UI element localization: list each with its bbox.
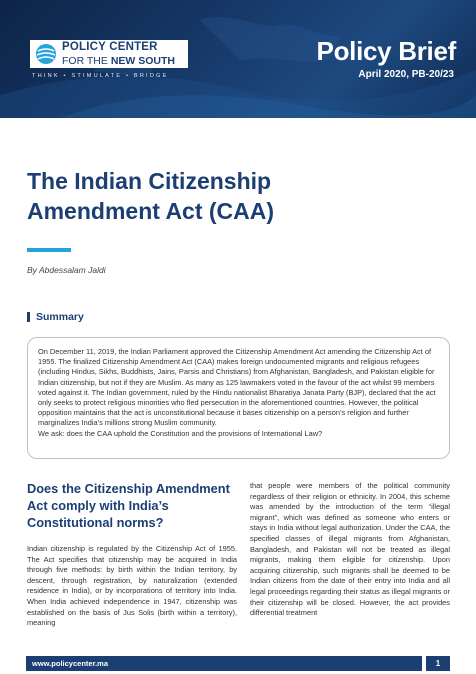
summary-label: Summary	[36, 311, 84, 323]
logo-line2: FOR THE NEW SOUTH	[62, 54, 175, 67]
summary-question: We ask: does the CAA uphold the Constitution and the provisions of International Law?	[38, 428, 323, 438]
document-title: The Indian Citizenship Amendment Act (CAA)	[27, 168, 275, 224]
summary-box	[27, 337, 450, 459]
author-byline: By Abdessalam Jaldi	[27, 265, 106, 275]
footer-website-link[interactable]: www.policycenter.ma	[26, 656, 422, 671]
logo-tagline: THINK • STIMULATE • BRIDGE	[32, 73, 169, 79]
logo	[30, 40, 188, 68]
summary-paragraph: On December 11, 2019, the Indian Parliament approved the Citizenship Amendment Act amending the Citizenship Act of 1955. The finalized Citizenship Amendment Act (CAA) makes foreign undocumented migrants and religious refugees (including Hindus, Sikhs, Buddhists, Jains, Parsis and Christians) from Afghanistan, Bangladesh, and Pakistan eligible for Indian citizenship, but not if they are Muslim. As many as 125 lawmakers voted in the favour of the act whilst 99 members voted against it. The Indian government, ruled by the Hindu nationalist Bharatiya Janata Party (BJP), declared that the act only seeks to protect religious minorities who fled persecution in the aforementioned countries. However, the political opposition maintains that the act is unconstitutional because it bases citizenship on a person’s religion and further marginalizes India’s millions strong Muslim community.	[38, 347, 436, 428]
header-banner	[0, 0, 476, 118]
summary-heading	[27, 311, 84, 323]
globe-icon	[34, 43, 58, 65]
page-number: 1	[426, 656, 450, 671]
logo-line1: POLICY CENTER	[62, 41, 158, 53]
body-column-left: Indian citizenship is regulated by the Citizenship Act of 1955. The Act specifies that citizenship may be acquired in India through five methods: by birth within the Indian territory, by descent, through registration, by naturalization (extended residence in India), or by incorporations of territory into India. When India achieved independence in 1947, citizenship was established on the basis of Jus Solis (birth within a territory), meaning	[27, 544, 237, 628]
brief-title: Policy Brief	[316, 36, 456, 66]
title-accent-bar	[27, 248, 71, 252]
footer	[26, 656, 450, 671]
brief-date-code: April 2020, PB-20/23	[358, 69, 454, 80]
summary-marker	[27, 312, 30, 322]
section-title: Does the Citizenship Amendment Act comply with India’s Constitutional norms?	[27, 481, 230, 530]
body-column-right: that people were members of the political community regardless of their religion or ethnicity. In 2004, this scheme was amended by the introduction of the term “illegal migrant”, which was defined as someone who enters or stays in India without legal authorization. Under the CAA, the specified classes of illegal migrants from Afghanistan, Bangladesh, and Pakistan will not be treated as illegal migrants, making them eligible for citizenship. Upon acquiring citizenship, such migrants shall be deemed to be Indian citizens from the date of their entry into India and all legal proceedings regarding their status as illegal migrants or their citizenship will be closed. However, the act provides differential treatment	[250, 481, 450, 618]
